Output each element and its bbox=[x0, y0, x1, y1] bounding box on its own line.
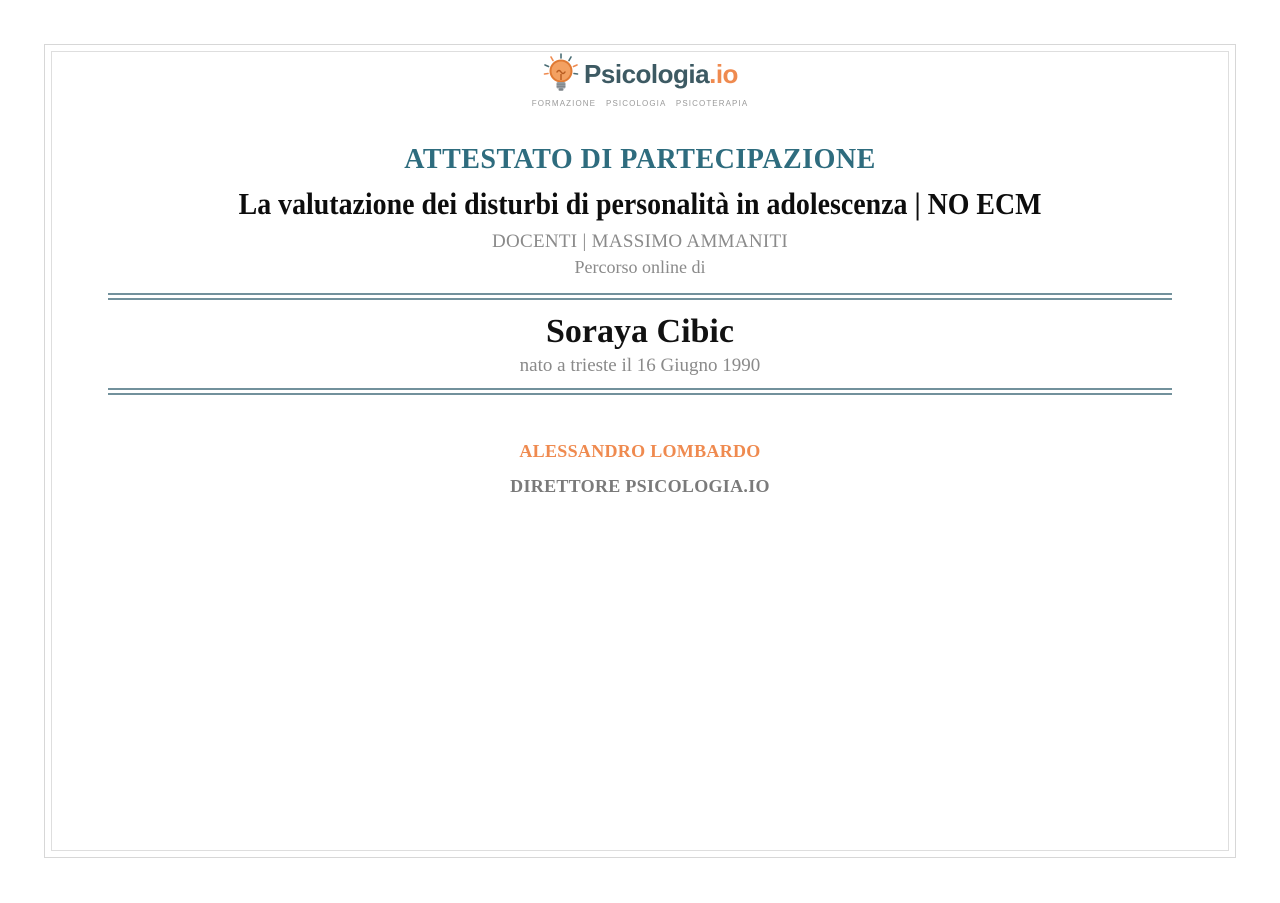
brand-suffix: .io bbox=[709, 58, 738, 89]
course-title bbox=[0, 186, 1280, 222]
lightbulb-icon bbox=[542, 52, 580, 96]
signer-name: ALESSANDRO LOMBARDO bbox=[519, 440, 761, 461]
course-title-text: La valutazione dei disturbi di personalità in adolescenza | NO ECM bbox=[238, 186, 1042, 221]
signer-role: DIRETTORE PSICOLOGIA.IO bbox=[510, 475, 770, 496]
brand-name: Psicologia bbox=[584, 58, 710, 89]
docenti-line: DOCENTI | MASSIMO AMMANITI bbox=[491, 230, 789, 252]
recipient-name: Soraya Cibic bbox=[546, 312, 734, 350]
brand-logo-row bbox=[542, 52, 738, 96]
divider-top bbox=[108, 293, 1172, 300]
brand-wordmark bbox=[584, 60, 738, 89]
intro-line: Percorso online di bbox=[574, 256, 706, 277]
certificate-title: ATTESTATO DI PARTECIPAZIONE bbox=[404, 144, 876, 175]
divider-bottom bbox=[108, 388, 1172, 395]
recipient-birth-line: nato a trieste il 16 Giugno 1990 bbox=[519, 354, 761, 376]
brand-logo bbox=[0, 52, 1280, 108]
brand-tagline: FORMAZIONE PSICOLOGIA PSICOTERAPIA bbox=[531, 99, 749, 108]
